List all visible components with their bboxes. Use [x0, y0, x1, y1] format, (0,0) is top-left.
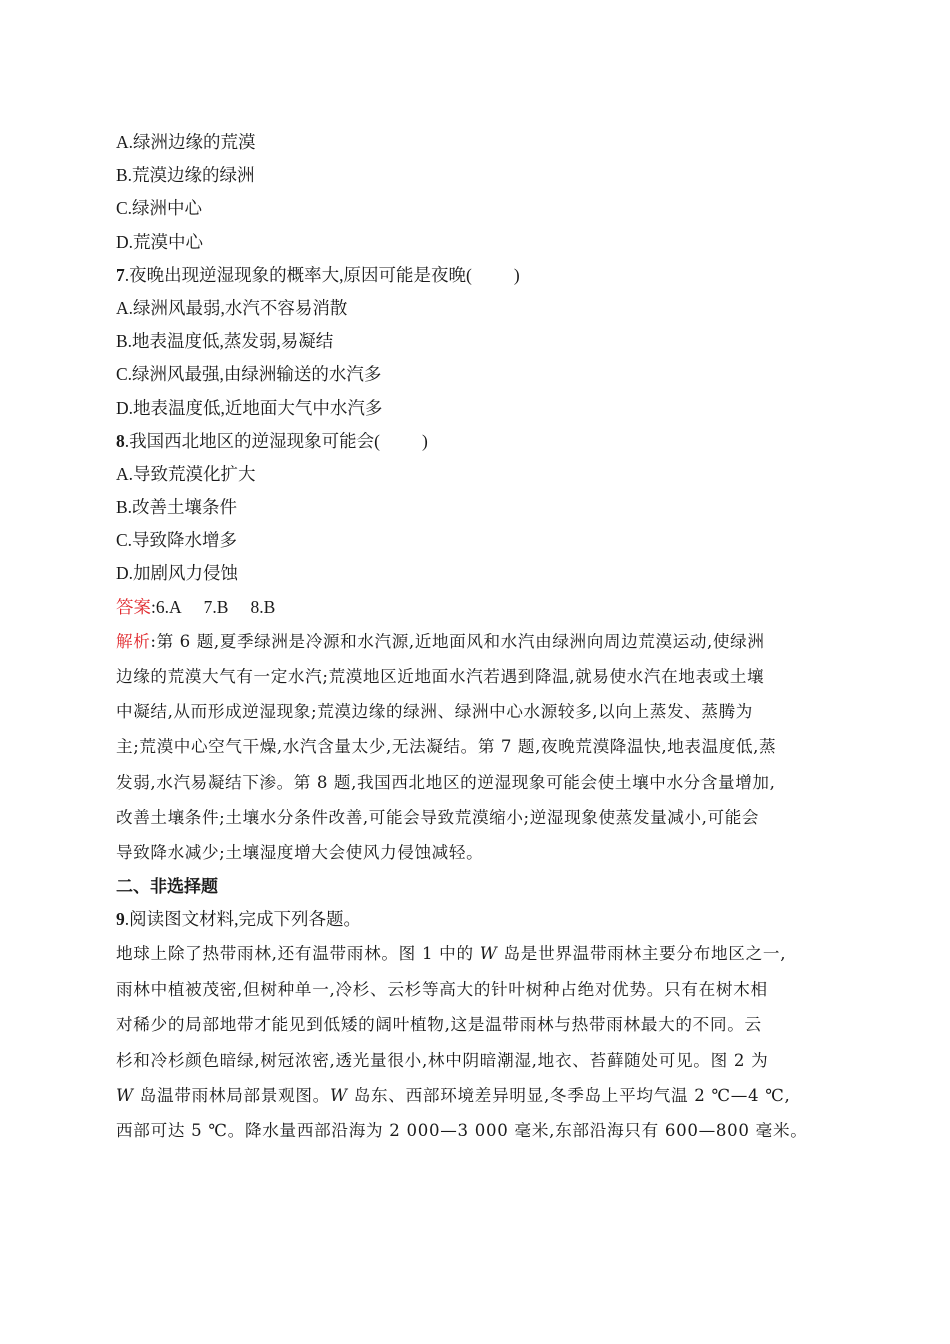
analysis-line-3: 中凝结,从而形成逆湿现象;荒漠边缘的绿洲、绿洲中心水源较多,以向上蒸发、蒸腾为 — [116, 702, 753, 722]
q7-option-d: D.地表温度低,近地面大气中水汽多 — [116, 397, 383, 418]
q9-material — [116, 936, 836, 1148]
analysis-line-5: 发弱,水汽易凝结下渗。第 8 题,我国西北地区的逆湿现象可能会使土壤中水分含量增加, — [116, 772, 776, 792]
q8-stem — [116, 425, 836, 458]
analysis-line-2: 边缘的荒漠大气有一定水汽;荒漠地区近地面水汽若遇到降温,就易使水汽在地表或土壤 — [116, 667, 765, 687]
document-page — [116, 126, 836, 1149]
material-line-3: 对稀少的局部地带才能见到低矮的阔叶植物,这是温带雨林与热带雨林最大的不同。云 — [116, 1015, 762, 1035]
q8-option-b: B.改善土壤条件 — [116, 497, 238, 518]
material-text: 地球上除了热带雨林,还有温带雨林。图 1 中的 — [116, 944, 480, 964]
material-line-2: 雨林中植被茂密,但树种单一,冷杉、云杉等高大的针叶树种占绝对优势。只有在树木相 — [116, 979, 768, 999]
q8-close-paren: ) — [421, 430, 428, 451]
analysis-line-6: 改善土壤条件;土壤水分条件改善,可能会导致荒漠缩小;逆湿现象使蒸发量减小,可能会 — [116, 807, 760, 827]
island-w: W — [329, 1086, 348, 1106]
q7-option-c: C.绿洲风最强,由绿洲输送的水汽多 — [116, 364, 382, 385]
q8-number: 8 — [116, 430, 125, 451]
material-text: 岛是世界温带雨林主要分布地区之一, — [497, 944, 787, 964]
material-text: 岛东、西部环境差异明显,冬季岛上平均气温 2 ℃—4 ℃, — [347, 1086, 791, 1106]
q9-stem — [116, 903, 836, 936]
answer-row — [116, 591, 836, 624]
section-title: 二、非选择题 — [116, 877, 218, 897]
q7-stem-text: .夜晚出现逆湿现象的概率大,原因可能是夜晚( — [124, 264, 472, 285]
answer-value-7: 7.B — [203, 596, 229, 617]
material-line-6: 西部可达 5 ℃。降水量西部沿海为 2 000—3 000 毫米,东部沿海只有 600—800 毫米。 — [116, 1121, 808, 1141]
q7-stem — [116, 259, 836, 292]
island-w: W — [479, 944, 498, 964]
material-text: 岛温带雨林局部景观图。 — [133, 1086, 330, 1106]
answer-value-8: 8.B — [250, 596, 276, 617]
analysis-line-1 — [116, 624, 836, 659]
answer-label: 答案 — [116, 596, 151, 617]
q8-option-d: D.加剧风力侵蚀 — [116, 563, 239, 584]
q6-option-b: B.荒漠边缘的绿洲 — [116, 165, 255, 186]
analysis-colon: : — [150, 631, 157, 651]
q7-option-a: A.绿洲风最弱,水汽不容易消散 — [116, 297, 348, 318]
island-w: W — [116, 1086, 134, 1106]
q9-number: 9 — [116, 909, 125, 930]
analysis-text-1: 第 6 题,夏季绿洲是冷源和水汽源,近地面风和水汽由绿洲向周边荒漠运动,使绿洲 — [156, 631, 765, 651]
material-line-5 — [116, 1078, 836, 1113]
q6-option-a: A.绿洲边缘的荒漠 — [116, 132, 256, 152]
q6-option-d: D.荒漠中心 — [116, 231, 204, 252]
q7-option-b: B.地表温度低,蒸发弱,易凝结 — [116, 331, 334, 352]
analysis-line-7: 导致降水减少;土壤湿度增大会使风力侵蚀减轻。 — [116, 843, 484, 863]
q8-option-a: A.导致荒漠化扩大 — [116, 463, 256, 484]
material-line-4: 杉和冷杉颜色暗绿,树冠浓密,透光量很小,林中阴暗潮湿,地衣、苔藓随处可见。图 2 为 — [116, 1050, 769, 1070]
q6-option-c: C.绿洲中心 — [116, 198, 203, 219]
answer-colon: : — [151, 596, 156, 617]
analysis-block — [116, 624, 836, 870]
q8-stem-text: .我国西北地区的逆湿现象可能会( — [124, 430, 380, 451]
q7-close-paren: ) — [513, 264, 520, 285]
q9-stem-text: .阅读图文材料,完成下列各题。 — [124, 909, 361, 930]
q8-option-c: C.导致降水增多 — [116, 530, 238, 551]
material-line-1 — [116, 936, 836, 971]
analysis-line-4: 主;荒漠中心空气干燥,水汽含量太少,无法凝结。第 7 题,夜晚荒漠降温快,地表温度低,蒸 — [116, 737, 777, 757]
q7-number: 7 — [116, 264, 125, 285]
analysis-label: 解析 — [116, 631, 151, 651]
answer-value-6: 6.A — [155, 596, 182, 617]
